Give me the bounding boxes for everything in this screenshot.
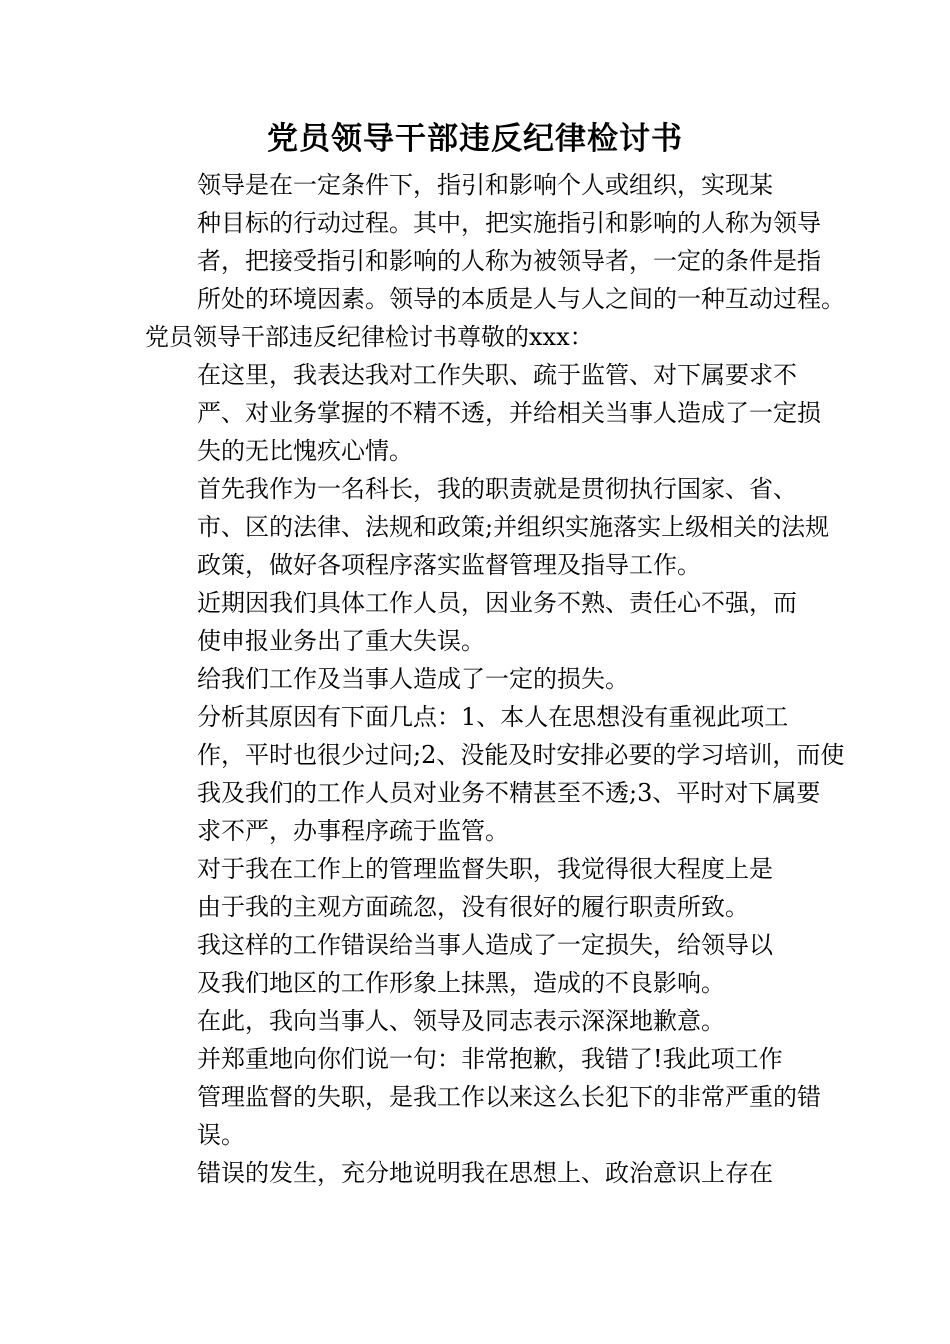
paragraph-line: 由于我的主观方面疏忽，没有很好的履行职责所致。 bbox=[197, 893, 749, 921]
document-body bbox=[145, 166, 845, 1192]
paragraph-line: 种目标的行动过程。其中，把实施指引和影响的人称为领导 bbox=[197, 209, 821, 237]
paragraph bbox=[145, 850, 807, 926]
paragraph bbox=[145, 318, 807, 356]
paragraph-line: 严、对业务掌握的不精不透，并给相关当事人造成了一定损 bbox=[197, 399, 821, 427]
paragraph-line: 党员领导干部违反纪律检讨书尊敬的xxx： bbox=[145, 323, 594, 351]
paragraph bbox=[145, 698, 845, 850]
paragraph-line: 在这里，我表达我对工作失职、疏于监管、对下属要求不 bbox=[197, 361, 797, 389]
paragraph-line: 市、区的法律、法规和政策;并组织实施落实上级相关的法规 bbox=[197, 513, 830, 541]
paragraph-line: 对于我在工作上的管理监督失职，我觉得很大程度上是 bbox=[197, 855, 773, 883]
paragraph bbox=[145, 926, 807, 1002]
paragraph-line: 给我们工作及当事人造成了一定的损失。 bbox=[197, 665, 629, 693]
paragraph bbox=[145, 1002, 807, 1040]
paragraph-line: 近期因我们具体工作人员，因业务不熟、责任心不强，而 bbox=[197, 589, 797, 617]
paragraph-line: 分析其原因有下面几点：1、本人在思想没有重视此项工 bbox=[197, 703, 789, 731]
paragraph-line: 求不严，办事程序疏于监管。 bbox=[197, 817, 509, 845]
paragraph bbox=[145, 584, 807, 660]
paragraph-line: 并郑重地向你们说一句：非常抱歉，我错了!我此项工作 bbox=[197, 1045, 783, 1073]
paragraph-line: 及我们地区的工作形象上抹黑，造成的不良影响。 bbox=[197, 969, 725, 997]
paragraph-line: 所处的环境因素。领导的本质是人与人之间的一种互动过程。 bbox=[197, 285, 845, 313]
paragraph bbox=[145, 166, 845, 318]
paragraph bbox=[145, 1040, 821, 1154]
paragraph bbox=[145, 470, 830, 584]
paragraph-line: 错误的发生，充分地说明我在思想上、政治意识上存在 bbox=[197, 1159, 773, 1187]
paragraph-line: 我这样的工作错误给当事人造成了一定损失，给领导以 bbox=[197, 931, 773, 959]
paragraph bbox=[145, 1154, 807, 1192]
paragraph-line: 管理监督的失职，是我工作以来这么长犯下的非常严重的错 bbox=[197, 1083, 821, 1111]
paragraph-line: 政策，做好各项程序落实监督管理及指导工作。 bbox=[197, 551, 701, 579]
paragraph-line: 在此，我向当事人、领导及同志表示深深地歉意。 bbox=[197, 1007, 725, 1035]
paragraph-line: 作，平时也很少过问;2、没能及时安排必要的学习培训，而使 bbox=[197, 741, 845, 769]
paragraph-line: 领导是在一定条件下，指引和影响个人或组织，实现某 bbox=[197, 171, 773, 199]
paragraph-line: 者，把接受指引和影响的人称为被领导者，一定的条件是指 bbox=[197, 247, 821, 275]
document-title: 党员领导干部违反纪律检讨书 bbox=[267, 121, 683, 157]
paragraph bbox=[145, 660, 807, 698]
paragraph-line: 误。 bbox=[197, 1121, 245, 1149]
paragraph bbox=[145, 356, 821, 470]
paragraph-line: 使申报业务出了重大失误。 bbox=[197, 627, 485, 655]
paragraph-line: 失的无比愧疚心情。 bbox=[197, 437, 413, 465]
paragraph-line: 我及我们的工作人员对业务不精甚至不透;3、平时对下属要 bbox=[197, 779, 821, 807]
paragraph-line: 首先我作为一名科长，我的职责就是贯彻执行国家、省、 bbox=[197, 475, 797, 503]
